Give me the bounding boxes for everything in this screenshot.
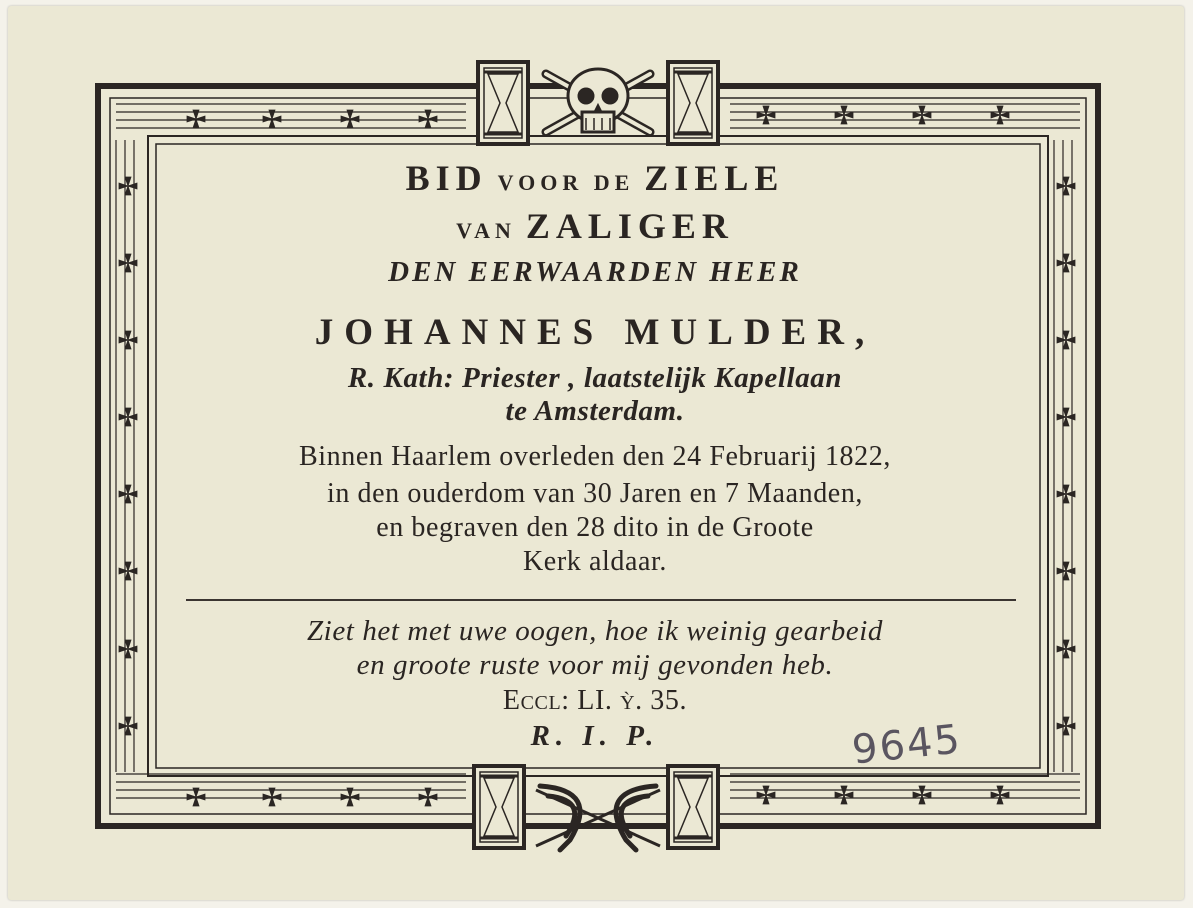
body-line-2: in den ouderdom van 30 Jaren en 7 Maanden, <box>326 478 864 509</box>
heading-ziele: ZIELE <box>644 158 785 198</box>
maltese-cross-icon <box>419 788 437 806</box>
maltese-cross-icon <box>757 786 775 804</box>
maltese-cross-icon <box>991 106 1009 124</box>
body-line-1: Binnen Haarlem overleden den 24 Februarij 1822, <box>299 441 891 472</box>
maltese-cross-icon <box>419 110 437 128</box>
verse-line-1: Ziet het met uwe oogen, hoe ik weinig gearbeid <box>306 615 884 647</box>
heading-zaliger: ZALIGER <box>525 206 734 246</box>
maltese-cross-icon <box>187 110 205 128</box>
title-line-2: te Amsterdam. <box>505 395 685 427</box>
maltese-cross-icon <box>913 786 931 804</box>
body-line-3: en begraven den 28 dito in de Groote <box>376 512 814 543</box>
skull-eye <box>602 88 618 104</box>
scripture-citation: Eccl: LI. ỳ. 35. <box>502 685 688 716</box>
archive-number: 9645 <box>849 716 964 774</box>
heading-line-1 <box>160 157 1030 199</box>
title-line-1: R. Kath: Priester , laatstelijk Kapellaan <box>347 362 843 394</box>
skull-jaw <box>582 112 614 132</box>
maltese-cross-icon <box>341 110 359 128</box>
maltese-cross-icon <box>835 786 853 804</box>
maltese-cross-icon <box>757 106 775 124</box>
heading-voor-de: VOOR DE <box>497 170 635 195</box>
verse-line-2: en groote ruste voor mij gevonden heb. <box>356 649 834 681</box>
maltese-cross-icon <box>187 788 205 806</box>
body-line-4: Kerk aldaar. <box>522 546 667 577</box>
heading-line-2 <box>160 205 1030 247</box>
deceased-name: JOHANNES MULDER, <box>314 312 876 353</box>
heading-bid: BID <box>405 158 488 198</box>
rip-line: R. I. P. <box>530 720 660 752</box>
heading-van: VAN <box>456 218 516 243</box>
maltese-cross-icon <box>835 106 853 124</box>
maltese-cross-icon <box>913 106 931 124</box>
maltese-cross-icon <box>263 788 281 806</box>
divider-rule <box>186 599 1016 601</box>
heading-line-3: DEN EERWAARDEN HEER <box>388 256 802 288</box>
maltese-cross-icon <box>263 110 281 128</box>
maltese-cross-icon <box>341 788 359 806</box>
maltese-cross-icon <box>991 786 1009 804</box>
skull-eye <box>578 88 594 104</box>
